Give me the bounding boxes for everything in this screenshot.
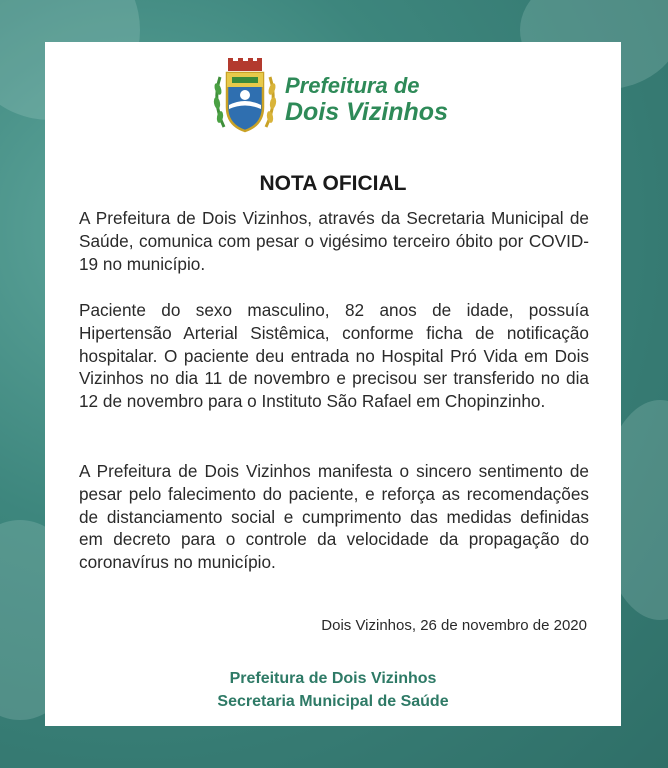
date-line: Dois Vizinhos, 26 de novembro de 2020 bbox=[321, 617, 587, 634]
paragraph-patient-details: Paciente do sexo masculino, 82 anos de idade, possuía Hipertensão Arterial Sistêmica, conforme ficha de notificação hospitalar. O paciente deu entrada no Hospital Pró Vida em Dois Vizinhos no dia 11 de novembro e precisou ser transferido no dia 12 de novembro para o Instituto São Rafael em Chopinzinho. bbox=[79, 300, 589, 412]
note-title: NOTA OFICIAL bbox=[259, 172, 407, 195]
logo-line2: Dois Vizinhos bbox=[285, 98, 448, 126]
coat-of-arms-icon bbox=[210, 57, 280, 137]
paragraph-condolences: A Prefeitura de Dois Vizinhos manifesta o sincero sentimento de pesar pelo falecimento do paciente, e reforça as recomendações de distanciamento social e cumprimento das medidas definidas em decreto para o controle da velocidade da propagação do coronavírus no município. bbox=[79, 461, 589, 573]
signature-block bbox=[45, 667, 621, 713]
logo-wordmark bbox=[285, 75, 448, 125]
paragraph-announcement: A Prefeitura de Dois Vizinhos, através da Secretaria Municipal de Saúde, comunica com pesar o vigésimo terceiro óbito por COVID-19 no município. bbox=[79, 208, 589, 274]
official-note-card bbox=[45, 42, 621, 726]
logo-line1: Prefeitura de bbox=[285, 73, 420, 98]
municipal-logo bbox=[210, 57, 470, 137]
signature-line2: Secretaria Municipal de Saúde bbox=[217, 693, 449, 710]
signature-line1: Prefeitura de Dois Vizinhos bbox=[229, 670, 437, 687]
